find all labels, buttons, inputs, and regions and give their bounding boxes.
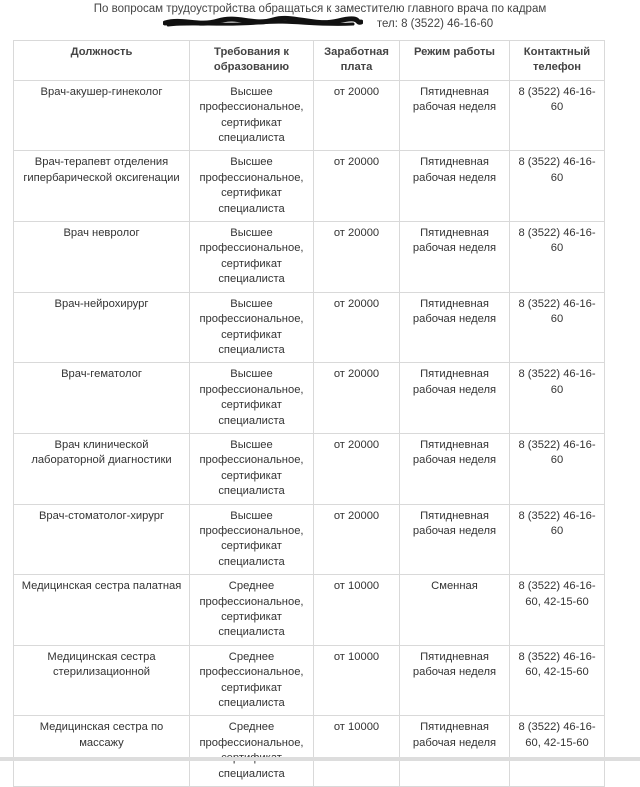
cell-schedule: Пятидневная рабочая неделя bbox=[400, 433, 510, 504]
cell-salary: от 10000 bbox=[314, 645, 400, 716]
cell-position: Врач невролог bbox=[14, 222, 190, 293]
table-header-row bbox=[14, 41, 605, 81]
cell-education: Высшее профессиональное, сертификат специалиста bbox=[190, 151, 314, 222]
cell-salary: от 10000 bbox=[314, 716, 400, 787]
cell-position: Медицинская сестра по массажу bbox=[14, 716, 190, 787]
cell-position: Врач-нейрохирург bbox=[14, 292, 190, 363]
cell-salary: от 20000 bbox=[314, 433, 400, 504]
cell-salary: от 20000 bbox=[314, 222, 400, 293]
cell-position: Врач-гематолог bbox=[14, 363, 190, 434]
vacancies-table bbox=[13, 40, 605, 787]
cell-position: Медицинская сестра палатная bbox=[14, 575, 190, 646]
cell-schedule: Пятидневная рабочая неделя bbox=[400, 80, 510, 151]
cell-schedule: Пятидневная рабочая неделя bbox=[400, 504, 510, 575]
cell-schedule: Пятидневная рабочая неделя bbox=[400, 645, 510, 716]
cell-schedule: Пятидневная рабочая неделя bbox=[400, 222, 510, 293]
table-row bbox=[14, 504, 605, 575]
cell-position: Врач-терапевт отделения гипербарической оксигенации bbox=[14, 151, 190, 222]
cell-phone: 8 (3522) 46-16-60 bbox=[510, 363, 605, 434]
cell-schedule: Пятидневная рабочая неделя bbox=[400, 292, 510, 363]
cell-salary: от 20000 bbox=[314, 151, 400, 222]
cell-phone: 8 (3522) 46-16-60, 42-15-60 bbox=[510, 716, 605, 787]
cell-phone: 8 (3522) 46-16-60, 42-15-60 bbox=[510, 645, 605, 716]
table-row bbox=[14, 222, 605, 293]
contact-notice-phone: тел: 8 (3522) 46-16-60 bbox=[376, 18, 494, 30]
cell-education: Высшее профессиональное, сертификат специалиста bbox=[190, 504, 314, 575]
cell-phone: 8 (3522) 46-16-60 bbox=[510, 433, 605, 504]
cell-education: Высшее профессиональное, сертификат специалиста bbox=[190, 80, 314, 151]
cell-salary: от 20000 bbox=[314, 80, 400, 151]
table-row bbox=[14, 80, 605, 151]
cell-schedule: Пятидневная рабочая неделя bbox=[400, 363, 510, 434]
table-row bbox=[14, 716, 605, 787]
cell-salary: от 10000 bbox=[314, 575, 400, 646]
cell-phone: 8 (3522) 46-16-60 bbox=[510, 504, 605, 575]
cell-phone: 8 (3522) 46-16-60 bbox=[510, 222, 605, 293]
table-row bbox=[14, 645, 605, 716]
cell-education: Высшее профессиональное, сертификат специалиста bbox=[190, 433, 314, 504]
cell-salary: от 20000 bbox=[314, 363, 400, 434]
cell-phone: 8 (3522) 46-16-60 bbox=[510, 80, 605, 151]
cell-phone: 8 (3522) 46-16-60, 42-15-60 bbox=[510, 575, 605, 646]
cell-position: Медицинская сестра стерилизационной bbox=[14, 645, 190, 716]
table-row bbox=[14, 363, 605, 434]
redaction-scribble bbox=[163, 14, 363, 30]
cell-salary: от 20000 bbox=[314, 504, 400, 575]
cell-schedule: Сменная bbox=[400, 575, 510, 646]
table-row bbox=[14, 151, 605, 222]
cell-phone: 8 (3522) 46-16-60 bbox=[510, 151, 605, 222]
cell-education: Среднее профессиональное, сертификат специалиста bbox=[190, 575, 314, 646]
cell-education: Высшее профессиональное, сертификат специалиста bbox=[190, 222, 314, 293]
table-row bbox=[14, 575, 605, 646]
page-bottom-divider bbox=[0, 757, 640, 761]
cell-schedule: Пятидневная рабочая неделя bbox=[400, 716, 510, 787]
header-education: Требования к образованию bbox=[190, 41, 314, 81]
header-phone: Контактный телефон bbox=[510, 41, 605, 81]
table-row bbox=[14, 433, 605, 504]
cell-position: Врач-стоматолог-хирург bbox=[14, 504, 190, 575]
cell-position: Врач-акушер-гинеколог bbox=[14, 80, 190, 151]
cell-schedule: Пятидневная рабочая неделя bbox=[400, 151, 510, 222]
header-schedule: Режим работы bbox=[400, 41, 510, 81]
table-row bbox=[14, 292, 605, 363]
cell-education: Среднее профессиональное, специалиста bbox=[190, 716, 314, 787]
cell-education: Высшее профессиональное, сертификат специалиста bbox=[190, 363, 314, 434]
cell-education: Высшее профессиональное, сертификат специалиста bbox=[190, 292, 314, 363]
header-salary: Заработная плата bbox=[314, 41, 400, 81]
header-position: Должность bbox=[14, 41, 190, 81]
contact-notice-line1: По вопросам трудоустройства обращаться к заместителю главного врача по кадрам bbox=[93, 3, 547, 15]
cell-position: Врач клинической лабораторной диагностики bbox=[14, 433, 190, 504]
cell-salary: от 20000 bbox=[314, 292, 400, 363]
cell-phone: 8 (3522) 46-16-60 bbox=[510, 292, 605, 363]
cell-education: Среднее профессиональное, сертификат специалиста bbox=[190, 645, 314, 716]
